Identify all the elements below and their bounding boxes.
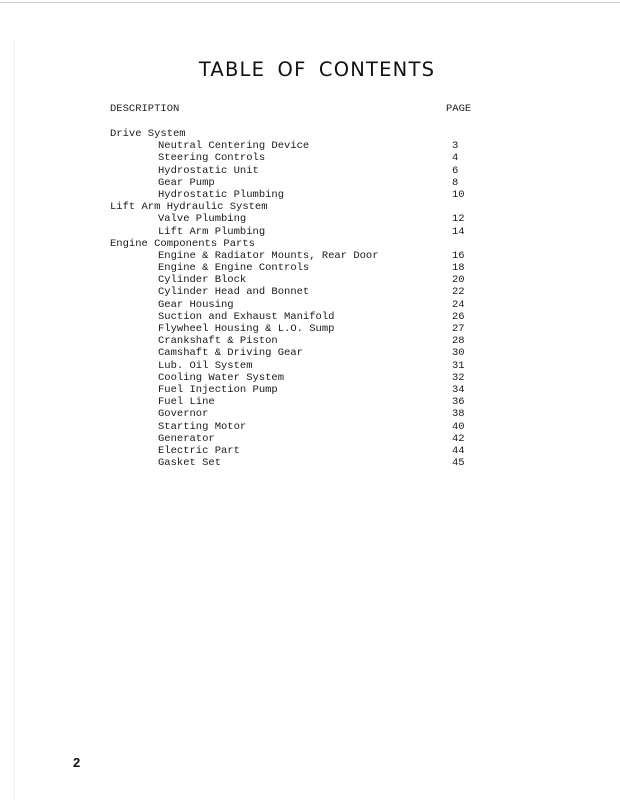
toc-entry-label: Hydrostatic Unit bbox=[158, 164, 259, 177]
toc-entry bbox=[110, 335, 510, 347]
toc-entry bbox=[110, 189, 510, 201]
toc-entry-label: Starting Motor bbox=[158, 420, 247, 433]
toc-entry bbox=[110, 396, 510, 408]
toc-entry-label: Camshaft & Driving Gear bbox=[158, 347, 303, 360]
toc-entry bbox=[110, 152, 510, 164]
toc-list bbox=[110, 128, 510, 469]
toc-entry bbox=[110, 372, 510, 384]
toc-entry bbox=[110, 226, 510, 238]
toc-entry bbox=[110, 384, 510, 396]
toc-entry bbox=[110, 433, 510, 445]
toc-entry bbox=[110, 347, 510, 359]
toc-entry-page: 3 bbox=[452, 140, 459, 153]
toc-entry-page: 31 bbox=[452, 359, 465, 372]
toc-entry-label: Fuel Line bbox=[158, 396, 215, 409]
toc-entry-label: Gasket Set bbox=[158, 457, 222, 470]
left-edge-shadow bbox=[14, 40, 15, 800]
toc-entry-page: 14 bbox=[452, 225, 465, 238]
toc-entry-label: Neutral Centering Device bbox=[158, 140, 310, 153]
toc-entry-page: 12 bbox=[452, 213, 465, 226]
toc-entry-label: Suction and Exhaust Manifold bbox=[158, 310, 335, 323]
toc-entry-label: Electric Part bbox=[158, 444, 240, 457]
toc-entry bbox=[110, 299, 510, 311]
toc-entry-label: Cooling Water System bbox=[158, 371, 285, 384]
toc-entry-page: 27 bbox=[452, 323, 465, 335]
toc-entry-label: Cylinder Head and Bonnet bbox=[158, 286, 310, 299]
toc-entry-label: Governor bbox=[158, 408, 209, 421]
toc-entry-label: Drive System bbox=[110, 128, 186, 140]
toc-entry-label: Flywheel Housing & L.O. Sump bbox=[158, 323, 335, 335]
toc-entry-page: 22 bbox=[452, 286, 465, 299]
page-number: 2 bbox=[73, 755, 81, 770]
page-header: PAGE bbox=[446, 103, 472, 115]
toc-entry-page: 30 bbox=[452, 347, 465, 360]
toc-entry bbox=[110, 457, 510, 469]
toc-entry-page: 8 bbox=[452, 176, 459, 189]
toc-entry-label: Gear Housing bbox=[158, 298, 234, 311]
toc-entry-label: Crankshaft & Piston bbox=[158, 335, 278, 348]
toc-entry-label: Hydrostatic Plumbing bbox=[158, 188, 285, 201]
toc-entry-label: Engine Components Parts bbox=[110, 237, 255, 250]
toc-entry-label: Engine & Engine Controls bbox=[158, 262, 310, 275]
toc-entry-page: 18 bbox=[452, 262, 465, 275]
toc-entry bbox=[110, 213, 510, 225]
description-header: DESCRIPTION bbox=[110, 103, 180, 115]
toc-entry-label: Steering Controls bbox=[158, 152, 266, 165]
toc-entry bbox=[110, 408, 510, 420]
toc-section bbox=[110, 201, 510, 213]
toc-entry bbox=[110, 140, 510, 152]
toc-entry bbox=[110, 262, 510, 274]
toc-entry-label: Lift Arm Plumbing bbox=[158, 225, 266, 238]
toc-section bbox=[110, 128, 510, 140]
toc-entry bbox=[110, 274, 510, 286]
toc-entry-page: 20 bbox=[452, 274, 465, 287]
toc-entry bbox=[110, 445, 510, 457]
toc-entry-page: 40 bbox=[452, 420, 465, 433]
toc-entry bbox=[110, 421, 510, 433]
toc-section bbox=[110, 238, 510, 250]
toc-entry-page: 45 bbox=[452, 457, 465, 470]
toc-entry-page: 44 bbox=[452, 444, 465, 457]
toc-entry-page: 26 bbox=[452, 310, 465, 323]
toc-entry-label: Fuel Injection Pump bbox=[158, 383, 278, 396]
page-title: TABLE OF CONTENTS bbox=[198, 58, 436, 81]
top-rule bbox=[0, 2, 620, 3]
toc-entry bbox=[110, 323, 510, 335]
toc-entry bbox=[110, 165, 510, 177]
toc-entry-label: Lub. Oil System bbox=[158, 359, 253, 372]
toc-entry-label: Gear Pump bbox=[158, 176, 215, 189]
toc-entry-label: Valve Plumbing bbox=[158, 213, 247, 226]
toc-entry-page: 28 bbox=[452, 335, 465, 348]
toc-entry-page: 36 bbox=[452, 396, 465, 409]
toc-entry bbox=[110, 177, 510, 189]
toc-entry-label: Lift Arm Hydraulic System bbox=[110, 201, 268, 214]
toc-entry-label: Generator bbox=[158, 432, 215, 445]
toc-entry-label: Cylinder Block bbox=[158, 274, 247, 287]
toc-entry-page: 34 bbox=[452, 383, 465, 396]
toc-entry-page: 10 bbox=[452, 188, 465, 201]
toc-entry-page: 24 bbox=[452, 298, 465, 311]
toc-entry-page: 6 bbox=[452, 164, 459, 177]
toc-entry-page: 4 bbox=[452, 152, 459, 165]
toc-entry bbox=[110, 250, 510, 262]
toc-entry-page: 38 bbox=[452, 408, 465, 421]
toc-entry-page: 32 bbox=[452, 371, 465, 384]
toc-entry-page: 42 bbox=[452, 432, 465, 445]
toc-entry-label: Engine & Radiator Mounts, Rear Door bbox=[158, 249, 379, 262]
toc-entry bbox=[110, 286, 510, 298]
toc-entry bbox=[110, 311, 510, 323]
toc-entry-page: 16 bbox=[452, 249, 465, 262]
toc-entry bbox=[110, 360, 510, 372]
